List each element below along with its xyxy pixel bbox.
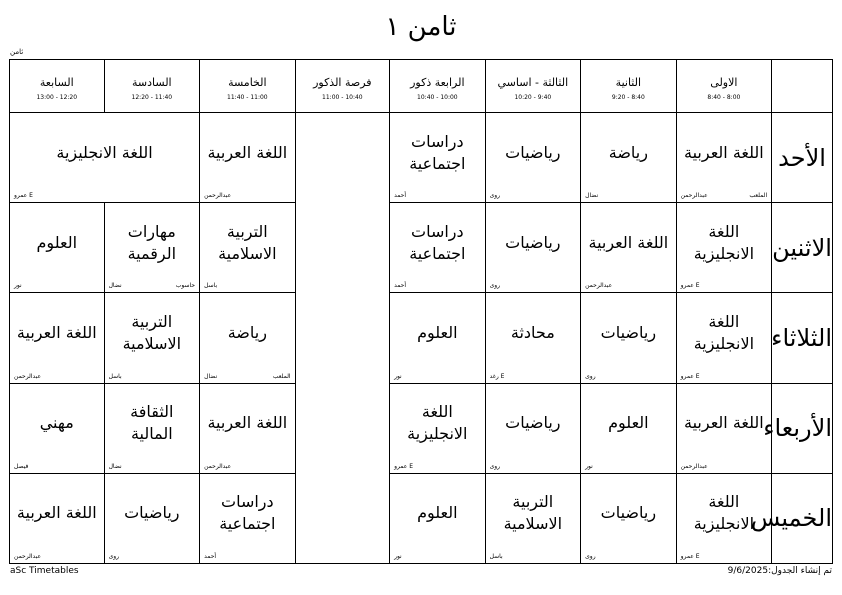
corner-cell (772, 60, 833, 113)
lesson-cell (200, 473, 296, 563)
footer-app-name: aSc Timetables (10, 566, 79, 576)
day-name: الأحد (772, 113, 833, 203)
lesson-cell (676, 203, 772, 293)
lesson-subject: رياضيات (505, 142, 561, 162)
lesson-teacher: باسل (489, 553, 503, 560)
lesson-cell (104, 473, 200, 563)
lesson-subject: التربية الاسلامية (122, 312, 182, 354)
footer-generated-date: تم إنشاء الجدول:9/6/2025 (727, 566, 832, 576)
lesson-cell (485, 293, 581, 383)
lesson-subject: رياضة (608, 142, 648, 162)
lesson-teacher: روى (585, 553, 596, 560)
day-row (10, 383, 833, 473)
lesson-cell (485, 383, 581, 473)
lesson-cell (200, 383, 296, 473)
period-header: الاولى 8:00 - 8:40 (676, 60, 772, 113)
lesson-cell (200, 203, 296, 293)
lesson-teacher: E عمرو (394, 462, 414, 470)
lesson-cell (390, 383, 486, 473)
lesson-subject: اللغة الانجليزية (407, 402, 468, 444)
lesson-teacher: روى (108, 553, 120, 560)
lesson-teacher: فيصل (14, 462, 29, 470)
lesson-teacher: عبدالرحمن (680, 462, 708, 470)
day-name: الثلاثاء (772, 293, 833, 383)
lesson-teacher: نور (14, 282, 22, 290)
period-header: الرابعة ذكور 10:00 - 10:40 (390, 60, 486, 113)
break-column (295, 113, 389, 564)
lesson-cell (390, 473, 486, 563)
lesson-subject: رياضيات (600, 323, 657, 343)
lesson-teacher: نضال (204, 372, 218, 380)
lesson-room: الملعب (749, 192, 768, 200)
lesson-cell (10, 203, 105, 293)
lesson-teacher: نضال (108, 282, 122, 290)
period-header: فرصة الذكور 10:40 - 11:00 (295, 60, 389, 113)
lesson-cell-double (10, 113, 200, 203)
class-subtitle: ثامن (10, 48, 24, 56)
timetable-title: ثامن ١ (385, 12, 457, 42)
lesson-teacher: E عمرو (680, 372, 700, 380)
day-row (10, 293, 833, 383)
lesson-subject: التربية الاسلامية (503, 492, 563, 534)
lesson-subject: اللغة الانجليزية (693, 312, 755, 354)
lesson-teacher: أحمد (204, 553, 217, 560)
timetable-grid (9, 59, 833, 564)
lesson-subject: العلوم (36, 232, 78, 252)
lesson-teacher: نور (394, 553, 402, 560)
lesson-subject: مهني (39, 413, 74, 433)
lesson-cell (104, 203, 200, 293)
lesson-cell (581, 113, 677, 203)
lesson-cell (485, 113, 581, 203)
lesson-teacher: نور (585, 462, 593, 470)
lesson-subject: اللغة العربية (588, 232, 669, 252)
lesson-cell (390, 203, 486, 293)
lesson-subject: اللغة الانجليزية (693, 221, 755, 263)
lesson-teacher: باسل (108, 372, 122, 380)
lesson-cell (581, 473, 677, 563)
lesson-subject: اللغة العربية (207, 413, 288, 433)
period-header: السادسة 11:40 - 12:20 (104, 60, 200, 113)
lesson-cell (10, 383, 105, 473)
lesson-subject: العلوم (417, 503, 458, 523)
lesson-cell (485, 203, 581, 293)
lesson-teacher: روى (489, 462, 501, 470)
lesson-subject: دراسات اجتماعية (409, 221, 466, 263)
lesson-teacher: نضال (585, 192, 599, 200)
lesson-subject: مهارات الرقمية (127, 221, 177, 263)
lesson-cell (485, 473, 581, 563)
lesson-teacher: عبدالرحمن (204, 192, 232, 200)
lesson-teacher: باسل (204, 282, 218, 290)
lesson-cell (104, 293, 200, 383)
lesson-teacher: أحمد (394, 282, 407, 290)
lesson-cell (104, 383, 200, 473)
lesson-cell (676, 293, 772, 383)
lesson-teacher: عبدالرحمن (585, 282, 613, 290)
lesson-cell (581, 293, 677, 383)
period-header: الخامسة 11:00 - 11:40 (200, 60, 296, 113)
lesson-subject: اللغة العربية (16, 503, 97, 523)
lesson-cell (676, 473, 772, 563)
lesson-cell (676, 383, 772, 473)
lesson-room: الملعب (272, 372, 291, 380)
day-name: الاثنين (772, 203, 833, 293)
lesson-subject: رياضة (227, 323, 267, 343)
lesson-teacher: E رغد (489, 372, 505, 380)
lesson-teacher: نور (394, 372, 402, 380)
lesson-subject: العلوم (608, 413, 649, 433)
lesson-teacher: أحمد (394, 192, 407, 200)
lesson-subject: محادثة (510, 323, 555, 343)
lesson-subject: الثقافة المالية (130, 402, 174, 444)
period-header: الثالثة - اساسي 9:40 - 10:20 (485, 60, 581, 113)
lesson-subject: رياضيات (124, 503, 180, 523)
lesson-subject: العلوم (417, 323, 458, 343)
lesson-teacher: عبدالرحمن (204, 462, 232, 470)
lesson-teacher: روى (489, 282, 501, 290)
lesson-teacher: عبدالرحمن (14, 553, 42, 560)
period-header: السابعة 12:20 - 13:00 (10, 60, 105, 113)
lesson-teacher: نضال (108, 462, 122, 470)
lesson-teacher: روى (489, 192, 501, 200)
lesson-teacher: عبدالرحمن (14, 372, 42, 380)
day-name: الأربعاء (772, 383, 833, 473)
lesson-subject: اللغة الانجليزية (56, 142, 153, 162)
day-row (10, 473, 833, 563)
lesson-subject: رياضيات (600, 503, 657, 523)
lesson-subject: التربية الاسلامية (218, 221, 277, 263)
lesson-subject: اللغة العربية (207, 142, 288, 162)
lesson-subject: اللغة الانجليزية (693, 492, 755, 534)
day-row (10, 113, 833, 203)
lesson-cell (200, 113, 296, 203)
lesson-teacher: E عمرو (680, 282, 700, 290)
lesson-teacher: عبدالرحمن (680, 192, 708, 200)
lesson-cell (581, 203, 677, 293)
lesson-cell (390, 293, 486, 383)
lesson-subject: اللغة العربية (684, 413, 764, 433)
lesson-teacher: روى (585, 372, 596, 380)
lesson-subject: اللغة العربية (16, 323, 97, 343)
lesson-subject: دراسات اجتماعية (409, 131, 466, 173)
lesson-teacher: E عمرو (14, 192, 33, 200)
lesson-subject: دراسات اجتماعية (219, 492, 276, 534)
lesson-cell (10, 293, 105, 383)
lesson-subject: رياضيات (505, 413, 561, 433)
period-header: الثانية 8:40 - 9:20 (581, 60, 677, 113)
lesson-teacher: E عمرو (680, 553, 700, 560)
day-name: الخميس (772, 473, 833, 563)
lesson-cell (200, 293, 296, 383)
lesson-cell (581, 383, 677, 473)
lesson-room: حاسوب (175, 282, 196, 290)
lesson-cell (10, 473, 105, 563)
period-header-row (10, 60, 833, 113)
day-row (10, 203, 833, 293)
lesson-subject: رياضيات (505, 232, 561, 252)
lesson-cell (676, 113, 772, 203)
lesson-cell (390, 113, 486, 203)
lesson-subject: اللغة العربية (684, 142, 764, 162)
